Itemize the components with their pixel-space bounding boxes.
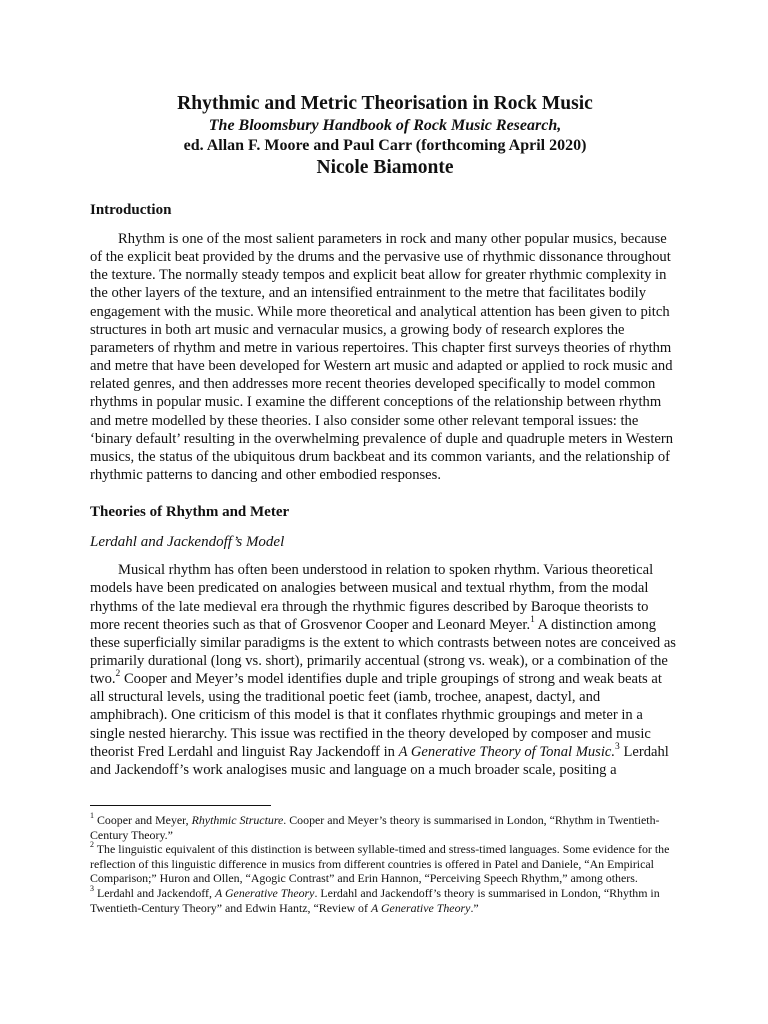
theories-heading: Theories of Rhythm and Meter: [90, 504, 290, 521]
footnote-divider: [90, 805, 271, 806]
footnote-ref-3[interactable]: 3: [615, 741, 620, 752]
footnote-text: The linguistic equivalent of this distinction is between syllable-timed and stress-timed languages. Some evidence for the reflection of this linguistic difference in musics from different countries is offered in Patel and Daniele, “An Empirical Comparison;” Huron and Ollen, “Agogic Contrast” and Erin Hannon, “Perceiving Speech Rhythm,” among others.: [90, 842, 670, 886]
paragraph-text-3: Cooper and Meyer’s model identifies duple and triple groupings of strong and weak beats at all structural levels, using the traditional poetic feet (iamb, trochee, anapest, dactyl, and amphibrach). One criticism of this model is that it conflates rhythmic groupings and meter in a single nested hierarchy. This issue was rectified in the theory developed by composer and music theorist Fred Lerdahl and linguist Ray Jackendoff in: [90, 671, 662, 760]
footnote-number: 2: [90, 840, 94, 850]
footnote-text: .”: [470, 900, 479, 915]
theories-paragraph: [90, 561, 680, 779]
title-block: [90, 92, 680, 180]
footnote-number: 3: [90, 884, 94, 894]
introduction-paragraph: Rhythm is one of the most salient parameters in rock and many other popular musics, because of the explicit beat provided by the drums and the pervasive use of rhythmic dissonance throughout the texture. The normally steady tempos and explicit beat allow for greater rhythmic complexity in the other layers of the texture, and an intensified entrainment to the metre that facilitates bodily engagement with the music. While more theoretical and analytical attention has been given to pitch structures in both art music and vernacular musics, a growing body of research explores the parameters of rhythm and metre in various repertoires. This chapter first surveys theories of rhythm and metre that have been developed for Western art music and adapted or applied to rock music and related genres, and then addresses more recent theories developed specifically to model common rhythms in popular music. I examine the different conceptions of the relationship between rhythm and metre modelled by these theories. I also consider some other relevant temporal issues: the ‘binary default’ resulting in the overwhelming prevalence of duple and quadruple meters in Western musics, the status of the ubiquitous drum backbeat and its common variants, and the relationship of rhythmic patterns to dancing and other embodied responses.: [90, 231, 674, 484]
footnote-ref-1[interactable]: 1: [530, 614, 535, 625]
footnote-ref-2[interactable]: 2: [115, 669, 121, 680]
footnote-1: [90, 813, 680, 842]
author-name: Nicole Biamonte: [316, 157, 454, 178]
footnote-italic: A Generative Theory: [370, 900, 471, 915]
paragraph-text-2: A distinction among these superficially similar paradigms is the extent to which contrasts between notes are conceived as primarily durational (long vs. short), primarily accentual (strong vs. weak), or a combination of the two.: [90, 616, 676, 688]
paragraph-text-1: Musical rhythm has often been understood in relation to spoken rhythm. Various theoretical models have been predicated on analogies between musical and textual rhythm, from the modal rhythms of the late medieval era through the rhythmic figures described by Baroque theorists to more recent theories such as that of Grosvenor Cooper and Leonard Meyer.: [90, 562, 654, 633]
footnote-italic: Rhythmic Structure: [191, 813, 284, 828]
footnote-text: . Cooper and Meyer’s theory is summarised in London, “Rhythm in Twentieth-Century Theory.”: [90, 813, 660, 842]
footnotes: [90, 813, 680, 915]
editors-line: ed. Allan F. Moore and Paul Carr (forthcoming April 2020): [183, 137, 587, 154]
book-title: The Bloomsbury Handbook of Rock Music Research,: [208, 117, 562, 134]
subsection-heading: Lerdahl and Jackendoff’s Model: [90, 534, 285, 551]
footnote-3: [90, 886, 680, 915]
book-reference: A Generative Theory of Tonal Music.: [398, 743, 616, 760]
paragraph-text-4: Lerdahl and Jackendoff’s work analogises music and language on a much broader scale, positing a: [90, 743, 669, 778]
footnote-2: [90, 842, 680, 886]
footnote-number: 1: [90, 811, 94, 821]
paper-title: Rhythmic and Metric Theorisation in Rock Music: [177, 93, 593, 114]
footnote-text: . Lerdahl and Jackendoff’s theory is summarised in London, “Rhythm in Twentieth-Century Theory” and Edwin Hantz, “Review of: [90, 886, 660, 915]
footnote-text: Cooper and Meyer,: [94, 813, 192, 828]
introduction-heading: Introduction: [90, 202, 172, 218]
footnote-text: Lerdahl and Jackendoff,: [94, 886, 215, 901]
footnote-italic: A Generative Theory: [214, 886, 315, 901]
